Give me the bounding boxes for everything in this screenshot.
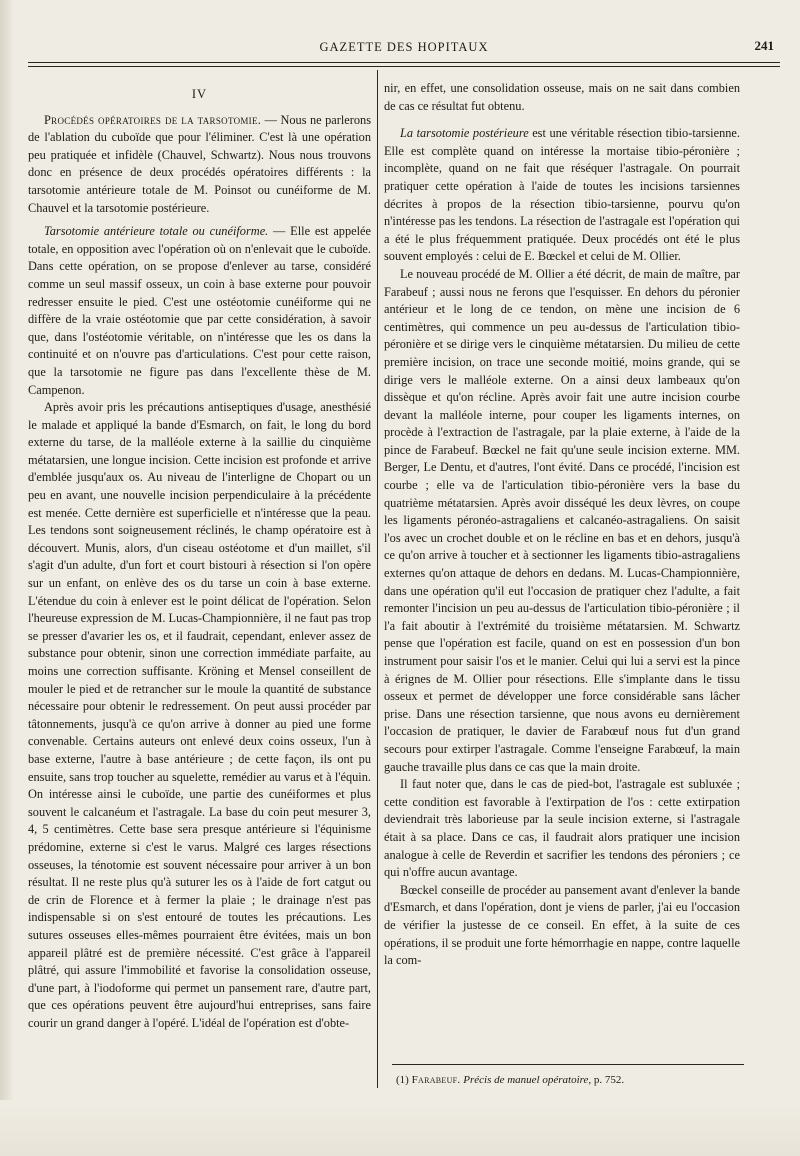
- footnote-page: p. 752.: [593, 1074, 625, 1086]
- paragraph-text: — Elle est appelée totale, en opposition avec l'opération où on n'enlevait que le cuboïde. Dans cette opération, on se propose d'enlever au tarse, considéré comme un seul massif osseux, un coin à base externe pour pouvoir redresser ensuite le pied. C'est une ostéotomie cunéiforme qui ne diffère de la vraie ostéotomie que par cette considération, à savoir que, dans l'ostéotomie véritable, on n'intéresse que les os dans la continuité et on n'ouvre pas d'articulations. C'est pour cette raison, que la tarsotomie ne figure pas dans l'excellente thèse de M. Campenon.: [28, 224, 372, 397]
- footnote: [396, 1074, 736, 1086]
- paragraph-text: Après avoir pris les précautions antiseptiques d'usage, anesthésié le malade et appliqué la bande d'Esmarch, on fait, le long du bord externe du tarse, de la malléole externe à la saillie du cinquième métatarsien, une longue incision. Cette incision est profonde et arrive d'emblée jusqu'aux os. Au niveau de l'interligne de Chopart ou un peu en avant, une nouvelle incision perpendiculaire à la précédente est menée. Cette dernière est superficielle et n'intéresse que la peau. Les tendons sont soigneusement réclinés, le champ opératoire est à découvert. Munis, alors, d'un ciseau ostéotome et d'un maillet, s'il s'agit d'un adulte, d'un fort et court bistouri à résection si l'on opère sur un enfant, on enlève des os du tarse un coin à base externe. L'étendue du coin à enlever est le point délicat de l'opération. Selon l'heureuse expression de M. Lucas-Championnière, il ne faut pas trop se presser d'avarier les os, et il faudrait, cependant, enlever assez de substance pour obtenir, sinon une correction immédiate parfaite, au moins une correction suffisante. Kröning et Mensel conseillent de mouler le pied et de retrancher sur le moule la quantité de substance nécessaire pour obtenir le redressement. On peut aussi procéder par tâtonnements, jusqu'à ce qu'on arrive à donner au pied une forme convenable. Certains auteurs ont enlevé deux coins osseux, l'un à base externe, l'autre à base antérieure ; de cette façon, ils ont pu ensuite, sans trop toucher au squelette, remédier au varus et à l'équin. On intéresse ainsi le cuboïde, une partie des cunéiformes et plus souvent le calcanéum et l'astragale. La base du coin peut mesurer 3, 4, 5 centimètres. Cette base sera presque antérieure si l'équinisme prédomine, externe si c'est le varus. Malgré ces larges résections osseuses, la ténotomie est souvent nécessaire pour arriver à un bon résultat. Il ne reste plus qu'à suturer les os à l'aide de fort catgut ou de crin de Florence et à fermer la plaie ; le drainage n'est pas indispensable si on s'est entouré de toutes les précautions. Les sutures osseuses elles-mêmes pourraient être évitées, mais un bon appareil plâtré est de première nécessité. C'est grâce à l'appareil plâtré, qui assure l'immobilité et favorise la consolidation osseuse, d'une part, à l'iodoforme qui permet un pansement rare, d'autre part, que ces opérations peuvent être aujourd'hui entreprises, sans faire courir un grand danger à l'opéré. L'idéal de l'opération est d'obte-: [28, 400, 371, 1030]
- paragraph-text: Il faut noter que, dans le cas de pied-bot, l'astragale est subluxée ; cette condition est favorable à l'extirpation de l'os : cette extirpation deviendrait très laborieuse par la seule incision externe, si l'astragale était à sa place. Dans ce cas, il faudrait alors pratiquer une incision analogue à celle de Reverdin et sacrifier les tendons des péroniers ; ce qui n'offre aucun avantage.: [384, 777, 740, 880]
- running-title: GAZETTE DES HOPITAUX: [319, 40, 489, 54]
- footnote-author: Farabeuf.: [411, 1074, 461, 1086]
- paragraph-text: — Nous ne parlerons de l'ablation du cuboïde que pour l'éliminer. C'est là une opération peu pratiquée et infidèle (Chauvel, Schwartz). Nous nous trouvons donc en présence de deux procédés opératoires différents : la tarsotomie antérieure totale de M. Poinsot ou cunéiforme de M. Chauvel et la tarsotomie postérieure.: [28, 112, 372, 215]
- paragraph-text: Bœckel conseille de procéder au pansement avant d'enlever la bande d'Esmarch, et dans l'opération, dont je viens de parler, j'ai eu l'occasion de vérifier la justesse de ce conseil. En effet, à la suite de ces opérations, il se produit une forte hémorrhagie en nappe, contre laquelle la com-: [384, 882, 740, 968]
- footnote-marker: (1): [396, 1074, 409, 1086]
- left-column: [28, 78, 371, 1032]
- page-header: [28, 36, 780, 56]
- paragraph: [384, 882, 740, 970]
- paragraph-lead: Procédés opératoires de la tarsotomie.: [44, 112, 262, 127]
- header-rule: [28, 62, 780, 63]
- paragraph: [28, 112, 371, 218]
- paragraph: [384, 776, 740, 882]
- paragraph-text: Le nouveau procédé de M. Ollier a été décrit, de main de maître, par Farabeuf ; aussi nous ne ferons que l'esquisser. En dehors du péronier antérieur et le long de ce tendon, on mène une incision de 6 centimètres, qui commence un peu au-dessus de l'articulation tibio-péronière et se dirige vers le cinquième métatarsien. Du milieu de cette première incision, on trace une seconde moitié, moins grande, qui se dirige vers le malléole externe. On a ainsi deux lambeaux qu'on dissèque et qu'on récline. Après avoir fait une autre incision courbe devant la malléole interne, pour couper les ligaments internes, on procède à l'extraction de l'astragale, par la plaie externe, à l'aide de la pince de Farabeuf. Bœckel ne fait qu'une seule incision externe. MM. Berger, Le Dentu, et d'autres, l'ont évité. Dans ce procédé, l'incision est courbe ; elle va de l'articulation tibio-péronière vers la base du quatrième métatarsien. Après avoir disséqué les deux lèvres, on coupe les ligaments péronéo-astragaliens et calcanéo-astragaliens. On saisit l'os avec un crochet double et on le récline en bas et en dehors, jusqu'à ce qu'on arrive à toucher et à sectionner les ligaments tibio-astragaliens externes qu'on attaque de dehors en dedans. M. Lucas-Championnière, dans une opération qu'il eut l'occasion de pratiquer chez l'adulte, a fait remonter l'incision un peu au-dessus de l'articulation tibio-péronière ; il l'a fait aboutir à l'extrémité du troisième métatarsien. M. Schwartz pense que l'opération est facile, quand on est en possession d'un bon instrument pour saisir l'os et le manier. Celui qui lui a servi est la pince à érignes de M. Ollier pour résections. Elle s'implante dans le tissu osseux et permet de développer une force considérable sans lâcher prise. Dans une résection tarsienne, que nous avons eu dernièrement l'occasion de pratiquer, le davier de Farabœuf nous fut d'un grand secours pour extirper l'astragale. Comme l'enseigne Farabœuf, la main gauche travaille plus dans ce cas que la main droite.: [384, 266, 740, 774]
- right-column: [384, 80, 740, 970]
- paragraph-text: nir, en effet, une consolidation osseuse, mais on ne sait dans combien de cas ce résultat fut obtenu.: [384, 81, 740, 113]
- paragraph: [384, 125, 740, 266]
- footnote-title: Précis de manuel opératoire,: [463, 1074, 592, 1086]
- paragraph-text: est une véritable résection tibio-tarsienne. Elle est complète quand on intéresse la mortaise tibio-péronière ; incomplète, quand on ne fait que réséquer l'astragale. On pourrait pratiquer cette opération à l'aide de toutes les incisions tarsiennes décrites à propos de la résection tibio-tarsienne, pourvu qu'on n'intéresse pas les tendons. La résection de l'astragale est l'opération qui a été le plus fréquemment pratiquée. Deux procédés ont été le plus souvent employés : celui de E. Bœckel et celui de M. Ollier.: [384, 126, 740, 264]
- paragraph: [28, 223, 371, 399]
- page-number: 241: [754, 38, 774, 53]
- page-spine-shadow: [0, 0, 14, 1156]
- paragraph: [28, 399, 371, 1032]
- section-number: IV: [191, 87, 208, 101]
- header-rule-thin: [28, 66, 780, 67]
- page-bottom-shade: [0, 1100, 800, 1156]
- column-divider: [377, 70, 378, 1088]
- paragraph: [384, 266, 740, 776]
- paragraph: [384, 80, 740, 115]
- paragraph-lead: La tarsotomie postérieure: [400, 126, 529, 141]
- paragraph-lead: Tarsotomie antérieure totale ou cunéiforme.: [44, 224, 269, 239]
- footnote-rule: [392, 1064, 744, 1065]
